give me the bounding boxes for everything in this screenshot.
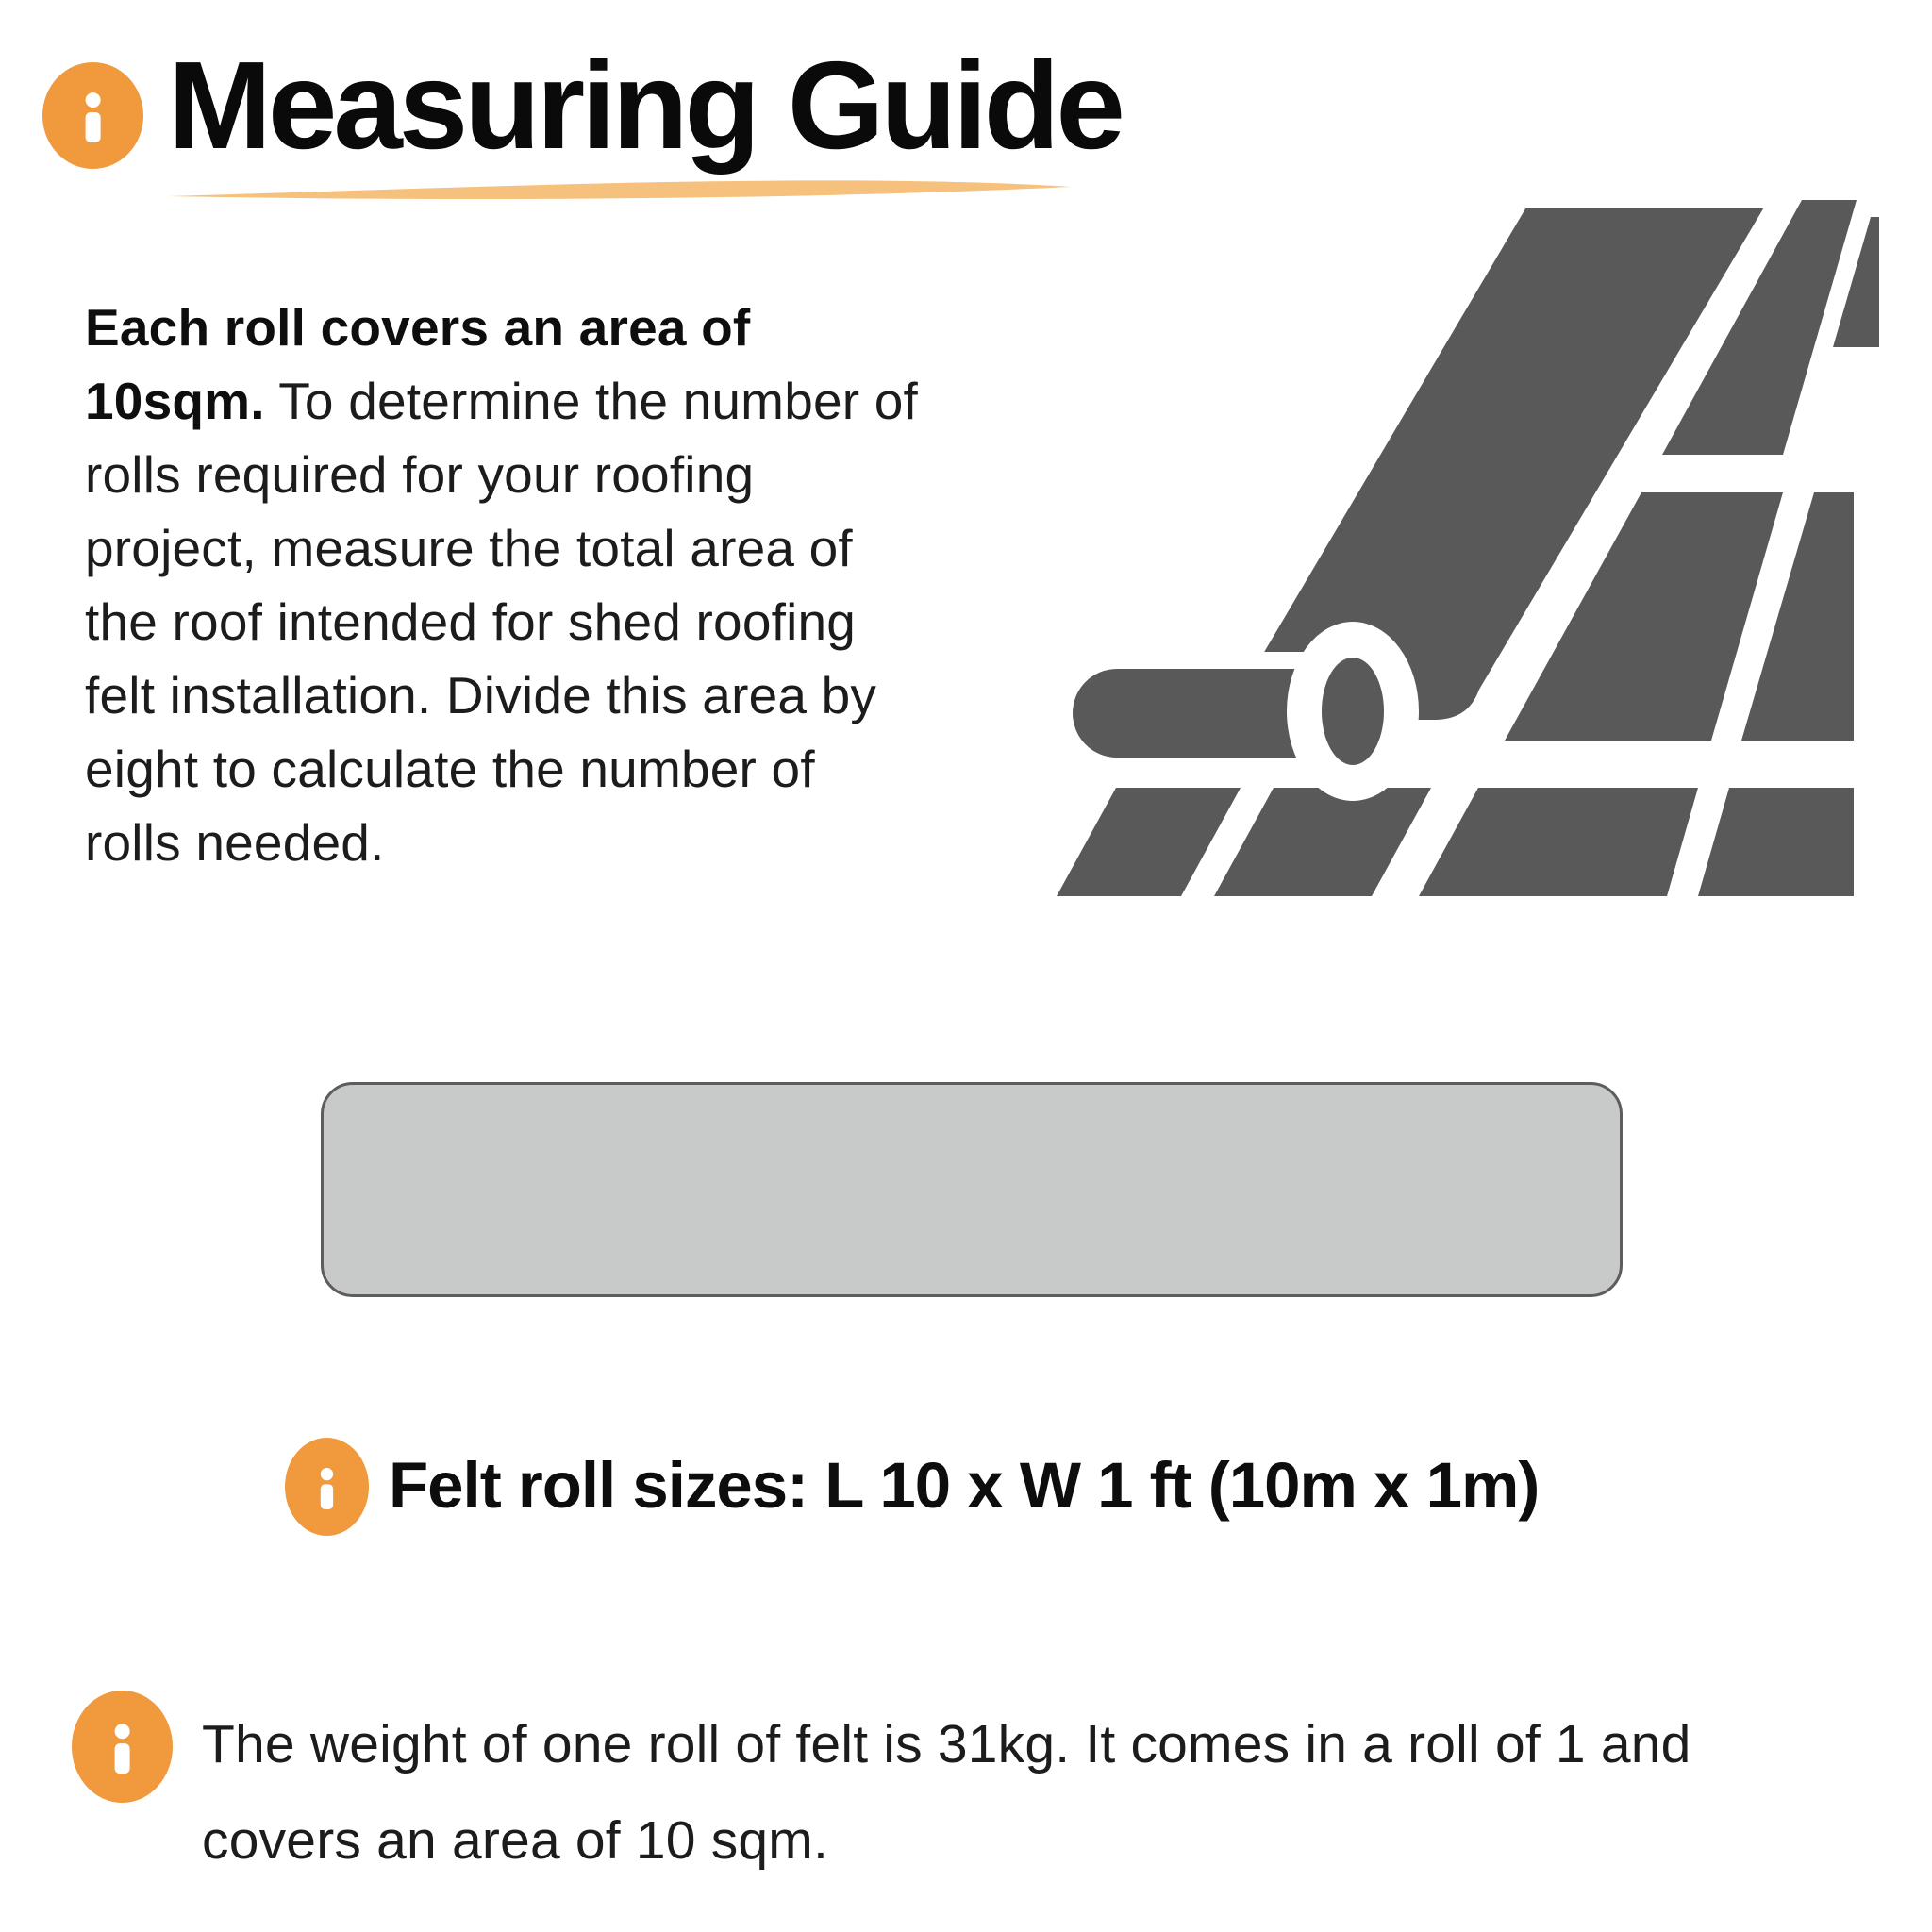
info-i-glyph bbox=[308, 1452, 346, 1523]
info-icon bbox=[285, 1438, 369, 1536]
page-title: Measuring Guide bbox=[168, 36, 1122, 175]
title-underline-swoosh bbox=[160, 168, 1085, 206]
info-i-glyph bbox=[99, 1707, 145, 1788]
roofing-felt-roll-icon bbox=[1038, 189, 1906, 906]
info-icon bbox=[72, 1690, 173, 1803]
info-icon bbox=[42, 62, 143, 169]
intro-bold-text: Each roll covers an area of 10sqm. bbox=[85, 298, 751, 430]
weight-note: The weight of one roll of felt is 31kg. It comes in a roll of 1 and covers an area of 10 sqm. bbox=[202, 1714, 1691, 1871]
intro-body-text: To determine the number of rolls required for your roofing project, measure the total area of the roof intended for shed roofing felt installation. Divide this area by eight to calculate the number of rolls needed. bbox=[85, 372, 919, 872]
felt-roll-sizes-note: Felt roll sizes: L 10 x W 1 ft (10m x 1m) bbox=[389, 1449, 1540, 1522]
info-i-glyph bbox=[70, 77, 116, 154]
intro-paragraph bbox=[85, 291, 920, 879]
felt-roll-image bbox=[321, 1082, 1623, 1297]
